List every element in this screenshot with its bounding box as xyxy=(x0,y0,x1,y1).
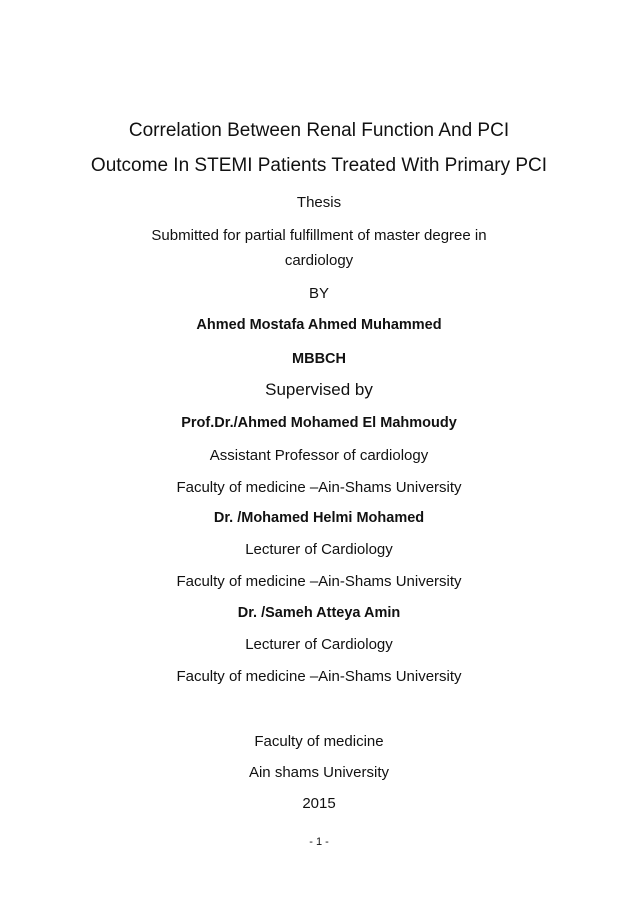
by-label: BY xyxy=(308,285,329,302)
author-name: Ahmed Mostafa Ahmed Muhammed xyxy=(196,317,442,333)
supervisor-2-name: Dr. /Mohamed Helmi Mohamed xyxy=(213,510,425,526)
page-number: - 1 - xyxy=(309,836,329,848)
thesis-label: Thesis xyxy=(296,194,342,211)
supervisor-2-role: Lecturer of Cardiology xyxy=(245,541,393,558)
submitted-line-2: cardiology xyxy=(284,252,354,269)
supervisor-3-role: Lecturer of Cardiology xyxy=(245,636,393,653)
supervised-by-label: Supervised by xyxy=(265,380,373,399)
submitted-line-1: Submitted for partial fulfillment of master degree in xyxy=(151,227,487,244)
supervisor-1-affiliation: Faculty of medicine –Ain-Shams University xyxy=(176,479,462,496)
thesis-year: 2015 xyxy=(302,795,336,812)
supervisor-3-affiliation: Faculty of medicine –Ain-Shams University xyxy=(176,668,462,685)
supervisor-1-role: Assistant Professor of cardiology xyxy=(209,447,429,464)
supervisor-3-name: Dr. /Sameh Atteya Amin xyxy=(237,605,401,621)
institution-university: Ain shams University xyxy=(248,764,390,781)
thesis-title-line-2: Outcome In STEMI Patients Treated With Primary PCI xyxy=(90,155,548,176)
supervisor-2-affiliation: Faculty of medicine –Ain-Shams University xyxy=(176,573,462,590)
supervisor-1-name: Prof.Dr./Ahmed Mohamed El Mahmoudy xyxy=(181,415,457,431)
author-degree: MBBCH xyxy=(292,351,346,367)
thesis-title-line-1: Correlation Between Renal Function And PCI xyxy=(128,120,510,141)
institution-faculty: Faculty of medicine xyxy=(254,733,384,750)
